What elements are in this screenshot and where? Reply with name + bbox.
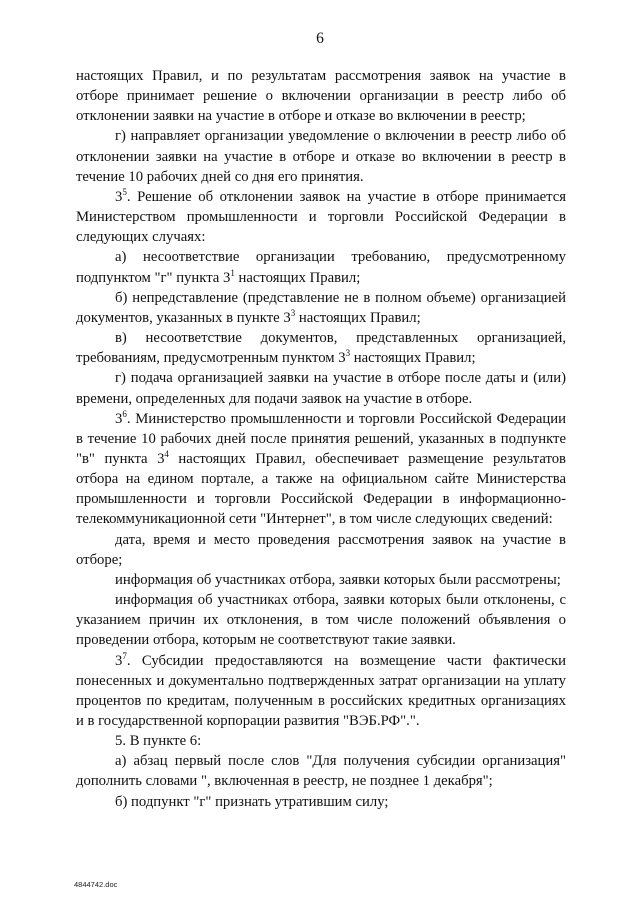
paragraph: $3^5$. Решение об отклонении заявок на участие в отборе принимается Министерством промышленности и торговли Российской Федерации в следующих случаях: bbox=[76, 186, 566, 246]
document-body bbox=[76, 66, 566, 812]
paragraph: б) непредставление (представление не в полном объеме) организацией документов, указанных в пункте $3^3$ настоящих Правил; bbox=[76, 289, 566, 326]
paragraph: настоящих Правил, и по результатам рассмотрения заявок на участие в отборе принимает решение о включении организации в реестр либо об отклонении заявки на участие в отборе и отказе во включении в реестр; bbox=[76, 68, 566, 125]
paragraph: информация об участниках отбора, заявки которых были рассмотрены; bbox=[115, 571, 561, 588]
paragraph: а) несоответствие организации требованию, предусмотренному подпунктом "г" пункта $3^1$ настоящих Правил; bbox=[76, 249, 566, 286]
paragraph: информация об участниках отбора, заявки которых были отклонены, с указанием причин их отклонения, в том числе положений объявления о проведении отбора, которым не соответствуют такие заявки. bbox=[76, 592, 566, 649]
paragraph: дата, время и место проведения рассмотрения заявок на участие в отборе; bbox=[76, 531, 566, 568]
paragraph: г) подача организацией заявки на участие в отборе после даты и (или) времени, определенных для подачи заявок на участие в отборе. bbox=[76, 370, 566, 407]
paragraph: а) абзац первый после слов "Для получения субсидии организация" дополнить словами ", включенная в реестр, не позднее 1 декабря"; bbox=[76, 753, 566, 790]
paragraph: 5. В пункте 6: bbox=[115, 733, 202, 750]
page-number: 6 bbox=[316, 30, 324, 47]
paragraph: б) подпункт "г" признать утратившим силу; bbox=[115, 793, 389, 810]
footer-filename: 4844742.doc bbox=[74, 880, 118, 889]
paragraph: в) несоответствие документов, представленных организацией, требованиям, предусмотренным пунктом $3^3$ настоящих Правил; bbox=[76, 330, 566, 367]
paragraph: $3^7$. Субсидии предоставляются на возмещение части фактически понесенных и документально подтвержденных затрат организации на уплату процентов по кредитам, полученным в российских кредитных организациях и в государственной корпорации развития "ВЭБ.РФ".". bbox=[76, 650, 566, 729]
paragraph: $3^6$. Министерство промышленности и торговли Российской Федерации в течение 10 рабочих дней после принятия решений, указанных в подпункте "в" пункта $3^4$ настоящих Правил, обеспечивает размещение результатов отбора на едином портале, а также на официальном сайте Министерства промышленности и торговли Российской Федерации в информационно-телекоммуникационной сети "Интернет", в том числе следующих сведений: bbox=[76, 408, 566, 528]
paragraph: г) направляет организации уведомление о включении в реестр либо об отклонении заявки на участие в отборе и отказе во включении в реестр в течение 10 рабочих дней со дня его принятия. bbox=[76, 128, 566, 185]
